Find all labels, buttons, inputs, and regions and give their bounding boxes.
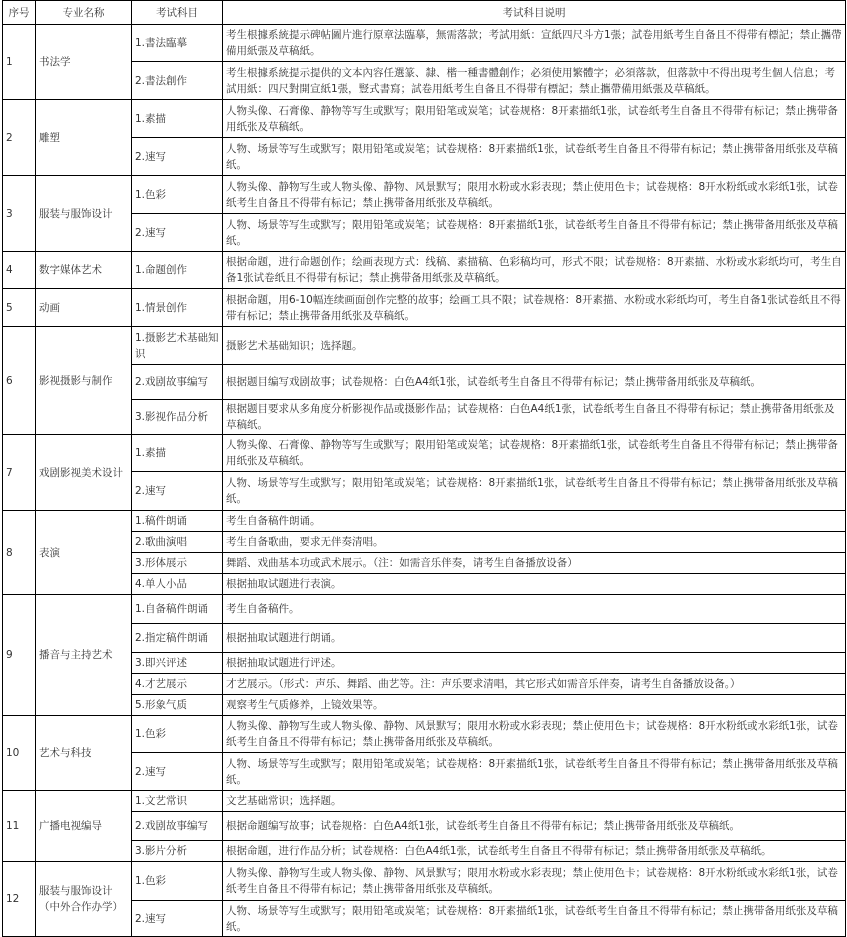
exam-subject-cell: 1.色彩 <box>132 716 223 753</box>
major-name-cell: 书法学 <box>36 25 132 100</box>
table-row <box>3 511 846 532</box>
exam-subject-cell: 3.形体展示 <box>132 553 223 574</box>
exam-subject-cell: 1.文艺常识 <box>132 791 223 812</box>
subject-description-cell: 考生根據系統提示碑帖圖片進行原章法臨摹，無需落款；考試用紙：宣紙四尺斗方1張；試卷用紙考生自备且不得带有標記；禁止攜帶備用紙張及草稿紙。 <box>223 25 846 62</box>
subject-description-cell: 人物、场景等写生或默写；限用铅笔或炭笔；试卷规格：8开素描纸1张，试卷纸考生自备且不得带有标记；禁止携带备用纸张及草稿纸。 <box>223 214 846 252</box>
exam-subject-cell: 2.速写 <box>132 214 223 252</box>
exam-subjects-table <box>2 0 846 937</box>
subject-description-cell: 人物、场景等写生或默写；限用铅笔或炭笔；试卷规格：8开素描纸1张，试卷纸考生自备且不得带有标记；禁止携带备用纸张及草稿纸。 <box>223 753 846 791</box>
major-name-cell: 服装与服饰设计（中外合作办学） <box>36 862 132 937</box>
table-row <box>3 25 846 62</box>
subject-description-cell: 人物头像、静物写生或人物头像、静物、风景默写；限用水粉或水彩表现；禁止使用色卡；试卷规格：8开水粉纸或水彩纸1张，试卷纸考生自备且不得带有标记；禁止携带备用纸张及草稿纸。 <box>223 862 846 901</box>
table-row <box>3 289 846 327</box>
major-number-cell: 2 <box>3 100 36 176</box>
exam-subject-cell: 4.才艺展示 <box>132 674 223 695</box>
major-number-cell: 1 <box>3 25 36 100</box>
header-number: 序号 <box>3 1 36 25</box>
exam-subject-cell: 3.即兴评述 <box>132 653 223 674</box>
major-number-cell: 8 <box>3 511 36 595</box>
exam-subject-cell: 3.影片分析 <box>132 841 223 862</box>
major-number-cell: 9 <box>3 595 36 716</box>
header-subject-description: 考试科目说明 <box>223 1 846 25</box>
major-number-cell: 12 <box>3 862 36 937</box>
exam-subject-cell: 2.速写 <box>132 753 223 791</box>
subject-description-cell: 根据抽取试题进行朗诵。 <box>223 624 846 653</box>
subject-description-cell: 人物头像、石膏像、静物等写生或默写；限用铅笔或炭笔；试卷规格：8开素描纸1张，试卷纸考生自备且不得带有标记；禁止携带备用纸张及草稿纸。 <box>223 435 846 472</box>
exam-subject-cell: 1.書法臨摹 <box>132 25 223 62</box>
subject-description-cell: 根据命题，进行作品分析；试卷规格：白色A4纸1张，试卷纸考生自备且不得带有标记；禁止携带备用纸张及草稿纸。 <box>223 841 846 862</box>
exam-subject-cell: 2.速写 <box>132 901 223 937</box>
exam-subject-cell: 2.戏剧故事编写 <box>132 365 223 400</box>
subject-description-cell: 考生自备稿件。 <box>223 595 846 624</box>
major-number-cell: 7 <box>3 435 36 511</box>
subject-description-cell: 人物头像、石膏像、静物等写生或默写；限用铅笔或炭笔；试卷规格：8开素描纸1张，试卷纸考生自备且不得带有标记；禁止携带备用纸张及草稿纸。 <box>223 100 846 138</box>
major-name-cell: 影视摄影与制作 <box>36 327 132 435</box>
subject-description-cell: 人物、场景等写生或默写；限用铅笔或炭笔；试卷规格：8开素描纸1张，试卷纸考生自备且不得带有标记；禁止携带备用纸张及草稿纸。 <box>223 901 846 937</box>
major-number-cell: 6 <box>3 327 36 435</box>
subject-description-cell: 人物、场景等写生或默写；限用铅笔或炭笔；试卷规格：8开素描纸1张，试卷纸考生自备且不得带有标记；禁止携带备用纸张及草稿纸。 <box>223 472 846 511</box>
table-row <box>3 176 846 214</box>
subject-description-cell: 文艺基础常识；选择题。 <box>223 791 846 812</box>
exam-subject-cell: 1.素描 <box>132 435 223 472</box>
major-name-cell: 艺术与科技 <box>36 716 132 791</box>
exam-subject-cell: 2.速写 <box>132 472 223 511</box>
subject-description-cell: 摄影艺术基础知识；选择题。 <box>223 327 846 365</box>
table-body <box>3 25 846 937</box>
exam-subject-cell: 2.戏剧故事编写 <box>132 812 223 841</box>
subject-description-cell: 根据命题，用6-10幅连续画面创作完整的故事；绘画工具不限；试卷规格：8开素描、水粉或水彩纸均可，考生自备1张试卷纸且不得带有标记；禁止携带备用纸张及草稿纸。 <box>223 289 846 327</box>
exam-subject-cell: 1.命题创作 <box>132 252 223 289</box>
exam-subject-cell: 1.素描 <box>132 100 223 138</box>
header-major-name: 专业名称 <box>36 1 132 25</box>
major-number-cell: 11 <box>3 791 36 862</box>
subject-description-cell: 人物头像、静物写生或人物头像、静物、风景默写；限用水粉或水彩表现；禁止使用色卡；试卷规格：8开水粉纸或水彩纸1张，试卷纸考生自备且不得带有标记；禁止携带备用纸张及草稿纸。 <box>223 176 846 214</box>
exam-subject-cell: 5.形象气质 <box>132 695 223 716</box>
exam-subject-cell: 1.自备稿件朗诵 <box>132 595 223 624</box>
subject-description-cell: 根据命题编写故事；试卷规格：白色A4纸1张，试卷纸考生自备且不得带有标记；禁止携带备用纸张及草稿纸。 <box>223 812 846 841</box>
table-row <box>3 435 846 472</box>
exam-subject-cell: 1.色彩 <box>132 862 223 901</box>
major-name-cell: 戏剧影视美术设计 <box>36 435 132 511</box>
major-name-cell: 数字媒体艺术 <box>36 252 132 289</box>
major-name-cell: 服装与服饰设计 <box>36 176 132 252</box>
subject-description-cell: 人物头像、静物写生或人物头像、静物、风景默写；限用水粉或水彩表现；禁止使用色卡；试卷规格：8开水粉纸或水彩纸1张，试卷纸考生自备且不得带有标记；禁止携带备用纸张及草稿纸。 <box>223 716 846 753</box>
subject-description-cell: 考生自备稿件朗诵。 <box>223 511 846 532</box>
exam-subject-cell: 2.速写 <box>132 138 223 176</box>
major-name-cell: 表演 <box>36 511 132 595</box>
subject-description-cell: 根据题目编写戏剧故事；试卷规格：白色A4纸1张，试卷纸考生自备且不得带有标记；禁止携带备用纸张及草稿纸。 <box>223 365 846 400</box>
subject-description-cell: 考生根據系統提示提供的文本內容任選篆、隸、楷一種書體創作；必須使用繁體字；必須落款，但落款中不得出現考生個人信息；考試用紙：四尺對開宣紙1張，豎式書寫；試卷用紙考生自备且不得带有標記；禁止攜帶備用紙張及草稿紙。 <box>223 62 846 100</box>
major-name-cell: 雕塑 <box>36 100 132 176</box>
subject-description-cell: 人物、场景等写生或默写；限用铅笔或炭笔；试卷规格：8开素描纸1张，试卷纸考生自备且不得带有标记；禁止携带备用纸张及草稿纸。 <box>223 138 846 176</box>
subject-description-cell: 根据命题，进行命题创作；绘画表现方式：线稿、素描稿、色彩稿均可，形式不限；试卷规格：8开素描、水粉或水彩纸均可，考生自备1张试卷纸且不得带有标记；禁止携带备用纸张及草稿纸。 <box>223 252 846 289</box>
exam-subject-cell: 1.色彩 <box>132 176 223 214</box>
exam-subject-cell: 2.書法創作 <box>132 62 223 100</box>
table-row <box>3 100 846 138</box>
major-name-cell: 广播电视编导 <box>36 791 132 862</box>
major-name-cell: 动画 <box>36 289 132 327</box>
exam-subject-cell: 2.歌曲演唱 <box>132 532 223 553</box>
major-number-cell: 5 <box>3 289 36 327</box>
exam-subject-cell: 1.稿件朗诵 <box>132 511 223 532</box>
exam-subject-cell: 4.单人小品 <box>132 574 223 595</box>
subject-description-cell: 舞蹈、戏曲基本功或武术展示。（注：如需音乐伴奏，请考生自备播放设备） <box>223 553 846 574</box>
subject-description-cell: 才艺展示。（形式：声乐、舞蹈、曲艺等。注：声乐要求清唱，其它形式如需音乐伴奏，请考生自备播放设备。） <box>223 674 846 695</box>
table-row <box>3 791 846 812</box>
major-number-cell: 10 <box>3 716 36 791</box>
table-row <box>3 327 846 365</box>
exam-subject-cell: 3.影视作品分析 <box>132 400 223 435</box>
subject-description-cell: 考生自备歌曲，要求无伴奏清唱。 <box>223 532 846 553</box>
table-row <box>3 252 846 289</box>
subject-description-cell: 根据题目要求从多角度分析影视作品或摄影作品；试卷规格：白色A4纸1张，试卷纸考生自备且不得带有标记；禁止携带备用纸张及草稿纸。 <box>223 400 846 435</box>
table-header-row <box>3 1 846 25</box>
subject-description-cell: 观察考生气质修养，上镜效果等。 <box>223 695 846 716</box>
subject-description-cell: 根据抽取试题进行表演。 <box>223 574 846 595</box>
table-row <box>3 716 846 753</box>
table-row <box>3 862 846 901</box>
table-row <box>3 595 846 624</box>
header-exam-subject: 考试科目 <box>132 1 223 25</box>
subject-description-cell: 根据抽取试题进行评述。 <box>223 653 846 674</box>
exam-subject-cell: 2.指定稿件朗诵 <box>132 624 223 653</box>
major-number-cell: 4 <box>3 252 36 289</box>
major-number-cell: 3 <box>3 176 36 252</box>
exam-subject-cell: 1.摄影艺术基础知识 <box>132 327 223 365</box>
exam-subject-cell: 1.情景创作 <box>132 289 223 327</box>
major-name-cell: 播音与主持艺术 <box>36 595 132 716</box>
